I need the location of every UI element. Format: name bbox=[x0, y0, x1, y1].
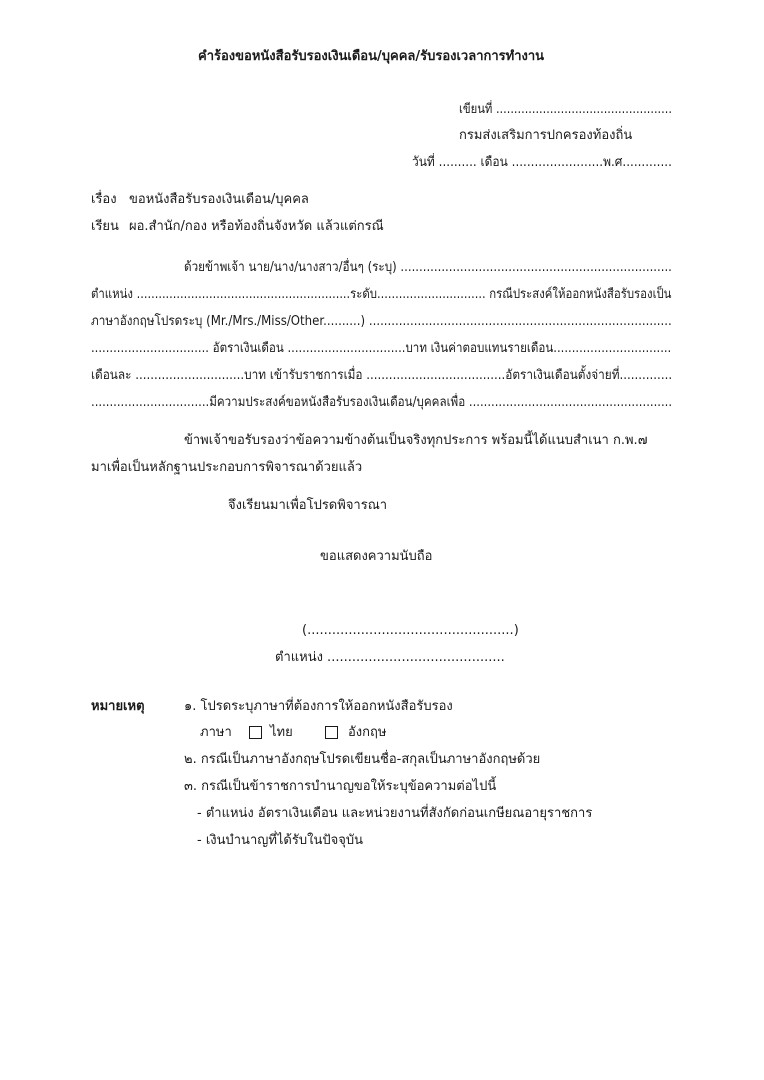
subject-label: เรื่อง bbox=[91, 192, 117, 207]
thai-option-label: ไทย bbox=[270, 725, 293, 740]
thai-checkbox[interactable] bbox=[249, 726, 262, 739]
body-line-position: ตำแหน่ง ...........................................................ระดับ.............................. กรณีประสงค์ให้ออกหนังสือรับรองเป็น bbox=[91, 287, 672, 302]
body-line-name: ด้วยข้าพเจ้า นาย/นาง/นางสาว/อื่นๆ (ระบุ) ......................................................................... bbox=[184, 260, 672, 275]
language-label: ภาษา bbox=[200, 725, 232, 740]
body-line-salary: ................................ อัตราเงินเดือน ................................บาท เงินค่าตอบแทนรายเดือน................................ bbox=[91, 341, 672, 356]
addressee-text: ผอ.สำนัก/กอง หรือท้องถิ่นจังหวัด แล้วแต่กรณี bbox=[129, 219, 384, 234]
addressee-label: เรียน bbox=[91, 219, 119, 234]
subject-text: ขอหนังสือรับรองเงินเดือน/บุคคล bbox=[129, 192, 309, 207]
body-line-purpose: ................................มีความประสงค์ขอหนังสือรับรองเงินเดือน/บุคคลเพื่อ ....................................................... bbox=[91, 395, 673, 410]
english-checkbox[interactable] bbox=[325, 726, 338, 739]
body-line-start: เดือนละ .............................บาท เข้ารับราชการเมื่อ .....................................อัตราเงินเดือนตั้งจ่ายที่.............. bbox=[91, 368, 673, 383]
note-subitem-1: - ตำแหน่ง อัตราเงินเดือน และหน่วยงานที่สังกัดก่อนเกษียณอายุราชการ bbox=[197, 806, 593, 821]
note-subitem-2: - เงินบำนาญที่ได้รับในปัจจุบัน bbox=[197, 833, 363, 848]
page-title: คำร้องขอหนังสือรับรองเงินเดือน/บุคคล/รับรองเวลาการทำงาน bbox=[198, 49, 545, 64]
note-item-2: ๒. กรณีเป็นภาษาอังกฤษโปรดเขียนชื่อ-สกุลเป็นภาษาอังกฤษด้วย bbox=[184, 752, 541, 767]
closing-line: ขอแสดงความนับถือ bbox=[320, 549, 433, 564]
note-item-3: ๓. กรณีเป็นข้าราชการบำนาญขอให้ระบุข้อความต่อไปนี้ bbox=[184, 779, 497, 794]
note-item-1: ๑. โปรดระบุภาษาที่ต้องการให้ออกหนังสือรับรอง bbox=[184, 699, 453, 714]
certify-line-2: มาเพื่อเป็นหลักฐานประกอบการพิจารณาด้วยแล้ว bbox=[91, 460, 363, 475]
signature-name-line: (..................................................) bbox=[302, 623, 519, 638]
signature-position-line: ตำแหน่ง ........................................... bbox=[275, 650, 505, 665]
body-line-english: ภาษาอังกฤษโปรดระบุ (Mr./Mrs./Miss/Other..........) ................................................................................. bbox=[91, 314, 672, 329]
agency-name: กรมส่งเสริมการปกครองท้องถิ่น bbox=[459, 128, 633, 143]
request-line: จึงเรียนมาเพื่อโปรดพิจารณา bbox=[228, 498, 388, 513]
notes-label: หมายเหตุ bbox=[91, 699, 145, 714]
english-option-label: อังกฤษ bbox=[348, 725, 387, 740]
written-at-line: เขียนที่ ................................................. bbox=[459, 102, 672, 117]
date-line: วันที่ .......... เดือน ........................พ.ศ............. bbox=[412, 155, 672, 170]
certify-line-1: ข้าพเจ้าขอรับรองว่าข้อความข้างต้นเป็นจริงทุกประการ พร้อมนี้ได้แนบสำเนา ก.พ.๗ bbox=[184, 433, 648, 448]
